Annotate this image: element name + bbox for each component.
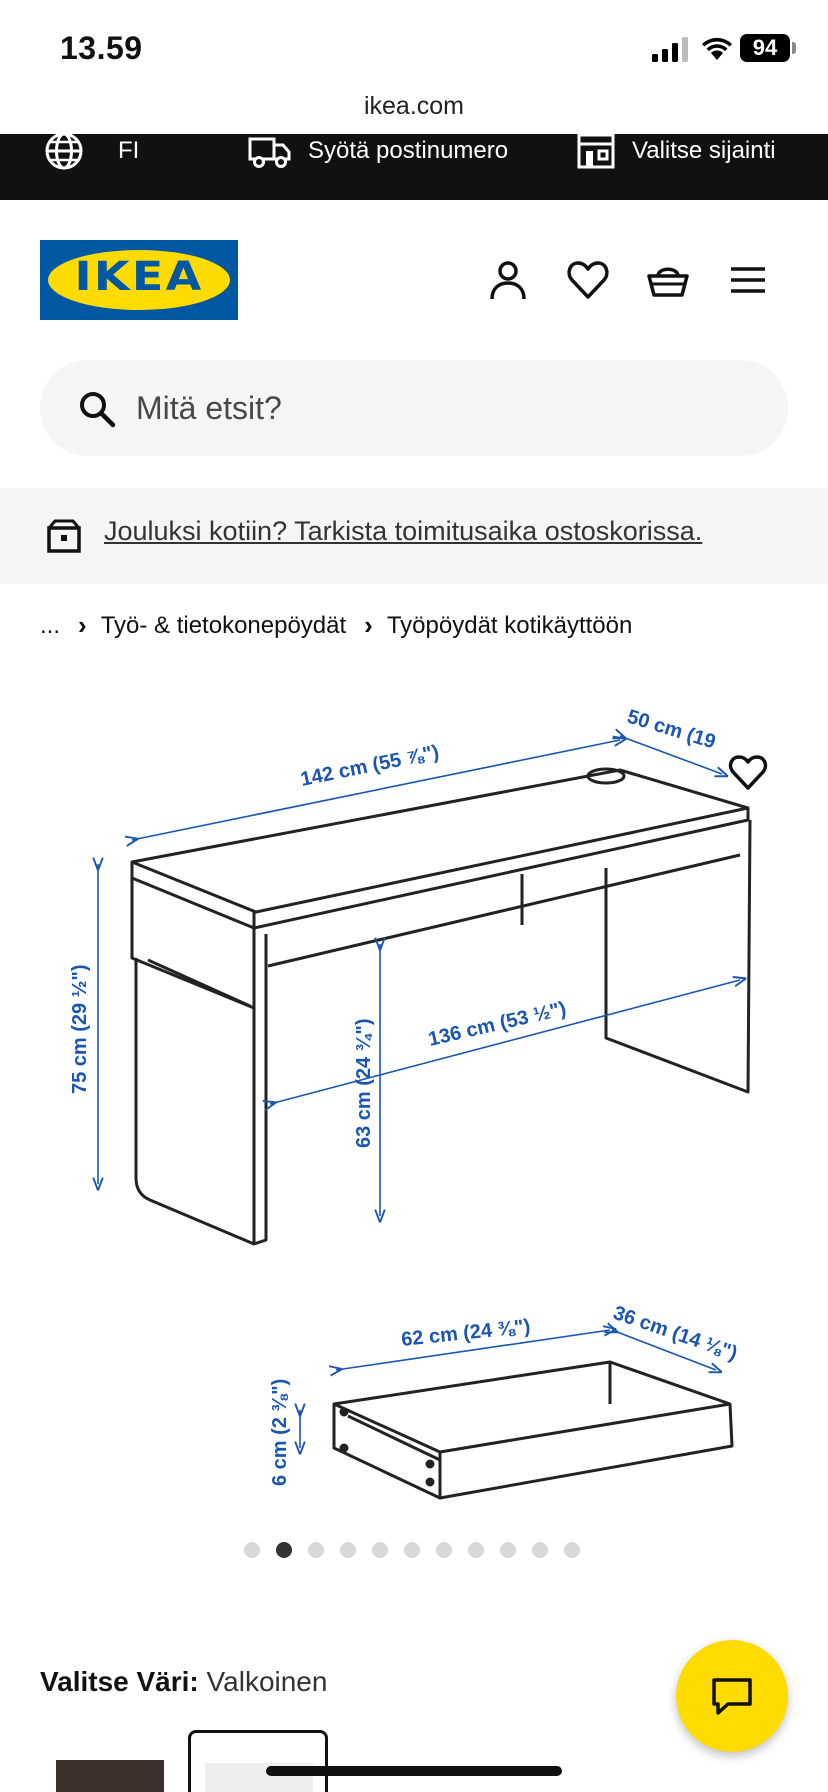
store-location-selector[interactable] [576, 134, 776, 168]
carousel-dot[interactable] [308, 1542, 324, 1558]
breadcrumb-ellipsis[interactable]: ... [40, 611, 61, 639]
postcode-label: Syötä postinumero [308, 137, 509, 164]
dim-drawer-height-label: 6 cm (2 ⅜") [269, 1378, 291, 1486]
dim-inner-width-label: 136 cm (53 ½") [426, 997, 569, 1051]
chevron-right-icon: › [78, 610, 87, 640]
status-time: 13.59 [60, 30, 143, 66]
basket-icon[interactable] [646, 258, 690, 302]
globe-icon [44, 131, 84, 171]
drawer-drawing [334, 1362, 732, 1498]
wifi-icon [700, 34, 734, 62]
ikea-logo[interactable] [40, 240, 238, 320]
heart-icon[interactable] [566, 258, 610, 302]
carousel-dot[interactable] [372, 1542, 388, 1558]
chat-button[interactable] [676, 1640, 788, 1752]
color-value: Valkoinen [206, 1666, 328, 1697]
color-swatch-black-brown[interactable] [56, 1760, 164, 1792]
delivery-banner-link[interactable]: Jouluksi kotiin? Tarkista toimitusaika ostoskorissa. [104, 516, 703, 546]
battery-icon: 94 [740, 34, 790, 62]
user-icon[interactable] [486, 258, 530, 302]
dim-width-label: 142 cm (55 ⅞") [298, 741, 441, 791]
menu-icon[interactable] [726, 258, 770, 302]
dim-knee-label: 63 cm (24 ¾") [353, 1018, 375, 1148]
language-label: FI [118, 137, 140, 164]
carousel-dot[interactable] [468, 1542, 484, 1558]
carousel-dot[interactable] [244, 1542, 260, 1558]
cellular-signal-icon [652, 36, 692, 62]
chevron-right-icon: › [364, 610, 373, 640]
add-to-favourites-heart-icon[interactable] [728, 752, 768, 792]
status-bar [0, 0, 828, 96]
carousel-dot[interactable] [436, 1542, 452, 1558]
color-label: Valitse Väri: [40, 1666, 199, 1697]
color-swatch-white-selected[interactable] [188, 1730, 328, 1792]
carousel-dot[interactable] [500, 1542, 516, 1558]
location-label: Valitse sijainti [632, 137, 776, 164]
postcode-selector[interactable] [248, 134, 508, 168]
home-indicator [266, 1766, 562, 1776]
carousel-dot[interactable] [404, 1542, 420, 1558]
color-selector-label [40, 1666, 327, 1698]
language-selector[interactable] [44, 134, 139, 168]
desk-drawing [132, 769, 750, 1244]
search-bar[interactable] [40, 360, 788, 456]
search-input[interactable] [136, 384, 736, 432]
delivery-banner [0, 488, 828, 584]
carousel-dot[interactable] [532, 1542, 548, 1558]
search-icon [78, 390, 116, 428]
carousel-dot[interactable] [340, 1542, 356, 1558]
address-bar-url[interactable]: ikea.com [363, 92, 465, 120]
dim-depth-label: 50 cm (19 [624, 705, 719, 754]
logo-text: IKEA [74, 254, 204, 300]
utility-bar [0, 134, 828, 200]
chat-bubble-icon [710, 1676, 754, 1718]
breadcrumb-home-desks[interactable]: Työpöydät kotikäyttöön [386, 611, 633, 639]
image-carousel-dots [244, 1542, 580, 1558]
delivery-box-icon [46, 518, 82, 554]
dim-height-label: 75 cm (29 ½") [69, 964, 91, 1094]
carousel-dot[interactable] [564, 1542, 580, 1558]
delivery-truck-icon [248, 133, 292, 169]
dim-drawer-width-label: 62 cm (24 ⅜") [400, 1315, 532, 1351]
product-dimensions-image[interactable] [40, 690, 788, 1530]
dim-drawer-depth-label: 36 cm (14 ⅛") [610, 1301, 741, 1365]
battery-tip [792, 42, 796, 54]
breadcrumb-desks[interactable]: Työ- & tietokonepöydät [100, 611, 347, 639]
breadcrumb [40, 610, 632, 641]
store-icon [576, 132, 616, 170]
carousel-dot[interactable] [276, 1542, 292, 1558]
